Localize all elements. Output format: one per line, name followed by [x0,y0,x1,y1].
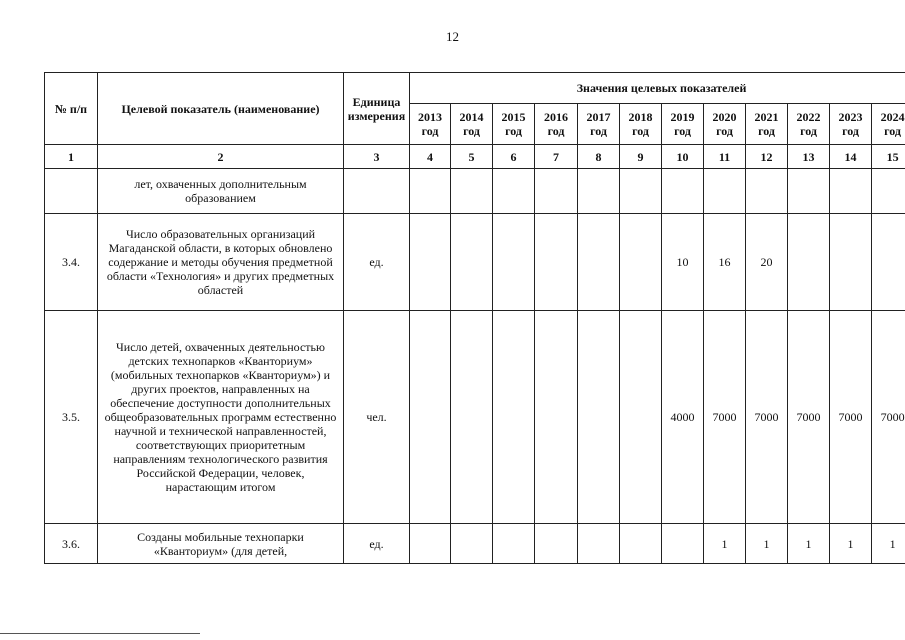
value-2023 [830,169,872,214]
column-number: 1 [45,145,98,169]
indicator-unit: чел. [344,311,410,524]
header-year-label: год [505,124,522,138]
value-2024 [872,169,905,214]
column-number: 13 [788,145,830,169]
header-year-value: 2022 [796,110,821,124]
header-year-2015 [493,104,535,145]
value-2015 [493,311,535,524]
table-row [45,214,905,311]
value-2020: 7000 [704,311,746,524]
value-2017 [578,214,620,311]
value-2013 [410,311,451,524]
header-year-value: 2020 [712,110,737,124]
value-2016 [535,524,578,564]
value-2021 [746,169,788,214]
value-2021: 20 [746,214,788,311]
header-year-label: год [421,124,439,138]
value-2020: 1 [704,524,746,564]
column-number: 15 [872,145,905,169]
header-year-2016 [535,104,578,145]
header-year-2013 [410,104,451,145]
column-number: 10 [662,145,704,169]
value-2015 [493,214,535,311]
header-year-2020 [704,104,746,145]
column-number: 8 [578,145,620,169]
indicator-name: Число образовательных организаций Магаданской области, в которых обновлено содержание и методы обучения предметной области «Технология» и других предметных областей [98,214,344,311]
table-row [45,524,905,564]
column-number: 7 [535,145,578,169]
header-year-label: год [547,124,565,138]
value-2022 [788,214,830,311]
indicator-name: Созданы мобильные технопарки «Кванториум» (для детей, [98,524,344,564]
value-2019 [662,524,704,564]
value-2021: 1 [746,524,788,564]
value-2017 [578,169,620,214]
value-2019: 4000 [662,311,704,524]
value-2016 [535,311,578,524]
value-2014 [451,524,493,564]
value-2016 [535,214,578,311]
column-number: 9 [620,145,662,169]
value-2018 [620,524,662,564]
value-2014 [451,311,493,524]
header-year-value: 2016 [544,110,568,124]
header-year-label: год [632,124,649,138]
value-2020 [704,169,746,214]
row-number: 3.5. [45,311,98,524]
value-2023 [830,214,872,311]
row-number: 3.6. [45,524,98,564]
header-unit: Единица измерения [344,73,410,145]
column-number: 11 [704,145,746,169]
table-row [45,169,905,214]
indicator-name: лет, охваченных дополнительным образованием [98,169,344,214]
header-year-2018 [620,104,662,145]
header-indicator: Целевой показатель (наименование) [98,73,344,145]
value-2022: 1 [788,524,830,564]
column-number: 4 [410,145,451,169]
indicator-name: Число детей, охваченных деятельностью детских технопарков «Кванториум» (мобильных технопарков «Кванториум») и других проектов, направленных на обеспечение доступности дополнительных общеобразовательных программ естественно научной и технической направленностей, соответствующих приоритетным направлениям технологического развития Российской Федерации, человек, нарастающим итогом [98,311,344,524]
header-year-2019 [662,104,704,145]
value-2024: 7000 [872,311,905,524]
value-2014 [451,214,493,311]
header-year-value: 2024 [880,110,905,124]
value-2018 [620,214,662,311]
header-year-value: 2015 [501,110,526,124]
value-2013 [410,214,451,311]
value-2024 [872,214,905,311]
target-indicators-table [44,72,905,564]
value-2014 [451,169,493,214]
header-year-2024 [872,104,905,145]
scan-artifact-line [0,633,200,634]
header-year-label: год [842,124,859,138]
row-number [45,169,98,214]
value-2022: 7000 [788,311,830,524]
value-2019 [662,169,704,214]
header-year-2014 [451,104,493,145]
value-2019: 10 [662,214,704,311]
header-year-value: 2013 [418,110,442,124]
header-year-value: 2018 [628,110,653,124]
column-number: 12 [746,145,788,169]
indicator-unit [344,169,410,214]
value-2018 [620,169,662,214]
column-number: 6 [493,145,535,169]
header-year-2023 [830,104,872,145]
header-year-2021 [746,104,788,145]
header-year-label: год [674,124,691,138]
value-2023: 7000 [830,311,872,524]
value-2013 [410,169,451,214]
header-row-top [45,73,905,104]
header-year-label: год [716,124,733,138]
value-2017 [578,311,620,524]
row-number: 3.4. [45,214,98,311]
column-number: 3 [344,145,410,169]
value-2020: 16 [704,214,746,311]
value-2017 [578,524,620,564]
header-year-label: год [758,124,775,138]
column-numbering-row [45,145,905,169]
indicator-unit: ед. [344,214,410,311]
table-body [45,145,905,564]
value-2015 [493,524,535,564]
header-year-label: год [463,124,480,138]
indicator-unit: ед. [344,524,410,564]
header-year-2022 [788,104,830,145]
header-year-label: год [884,124,901,138]
column-number: 2 [98,145,344,169]
column-number: 5 [451,145,493,169]
table-row [45,311,905,524]
header-year-label: год [590,124,607,138]
header-year-value: 2019 [670,110,695,124]
value-2021: 7000 [746,311,788,524]
value-2018 [620,311,662,524]
header-year-value: 2014 [459,110,484,124]
header-year-label: год [800,124,817,138]
header-year-value: 2017 [586,110,611,124]
header-values-group: Значения целевых показателей [410,73,905,104]
header-year-value: 2023 [838,110,863,124]
page-number: 12 [446,29,459,44]
value-2022 [788,169,830,214]
value-2024: 1 [872,524,905,564]
header-year-2017 [578,104,620,145]
value-2015 [493,169,535,214]
value-2016 [535,169,578,214]
column-number: 14 [830,145,872,169]
value-2013 [410,524,451,564]
header-year-value: 2021 [754,110,779,124]
header-num: № п/п [45,73,98,145]
value-2023: 1 [830,524,872,564]
